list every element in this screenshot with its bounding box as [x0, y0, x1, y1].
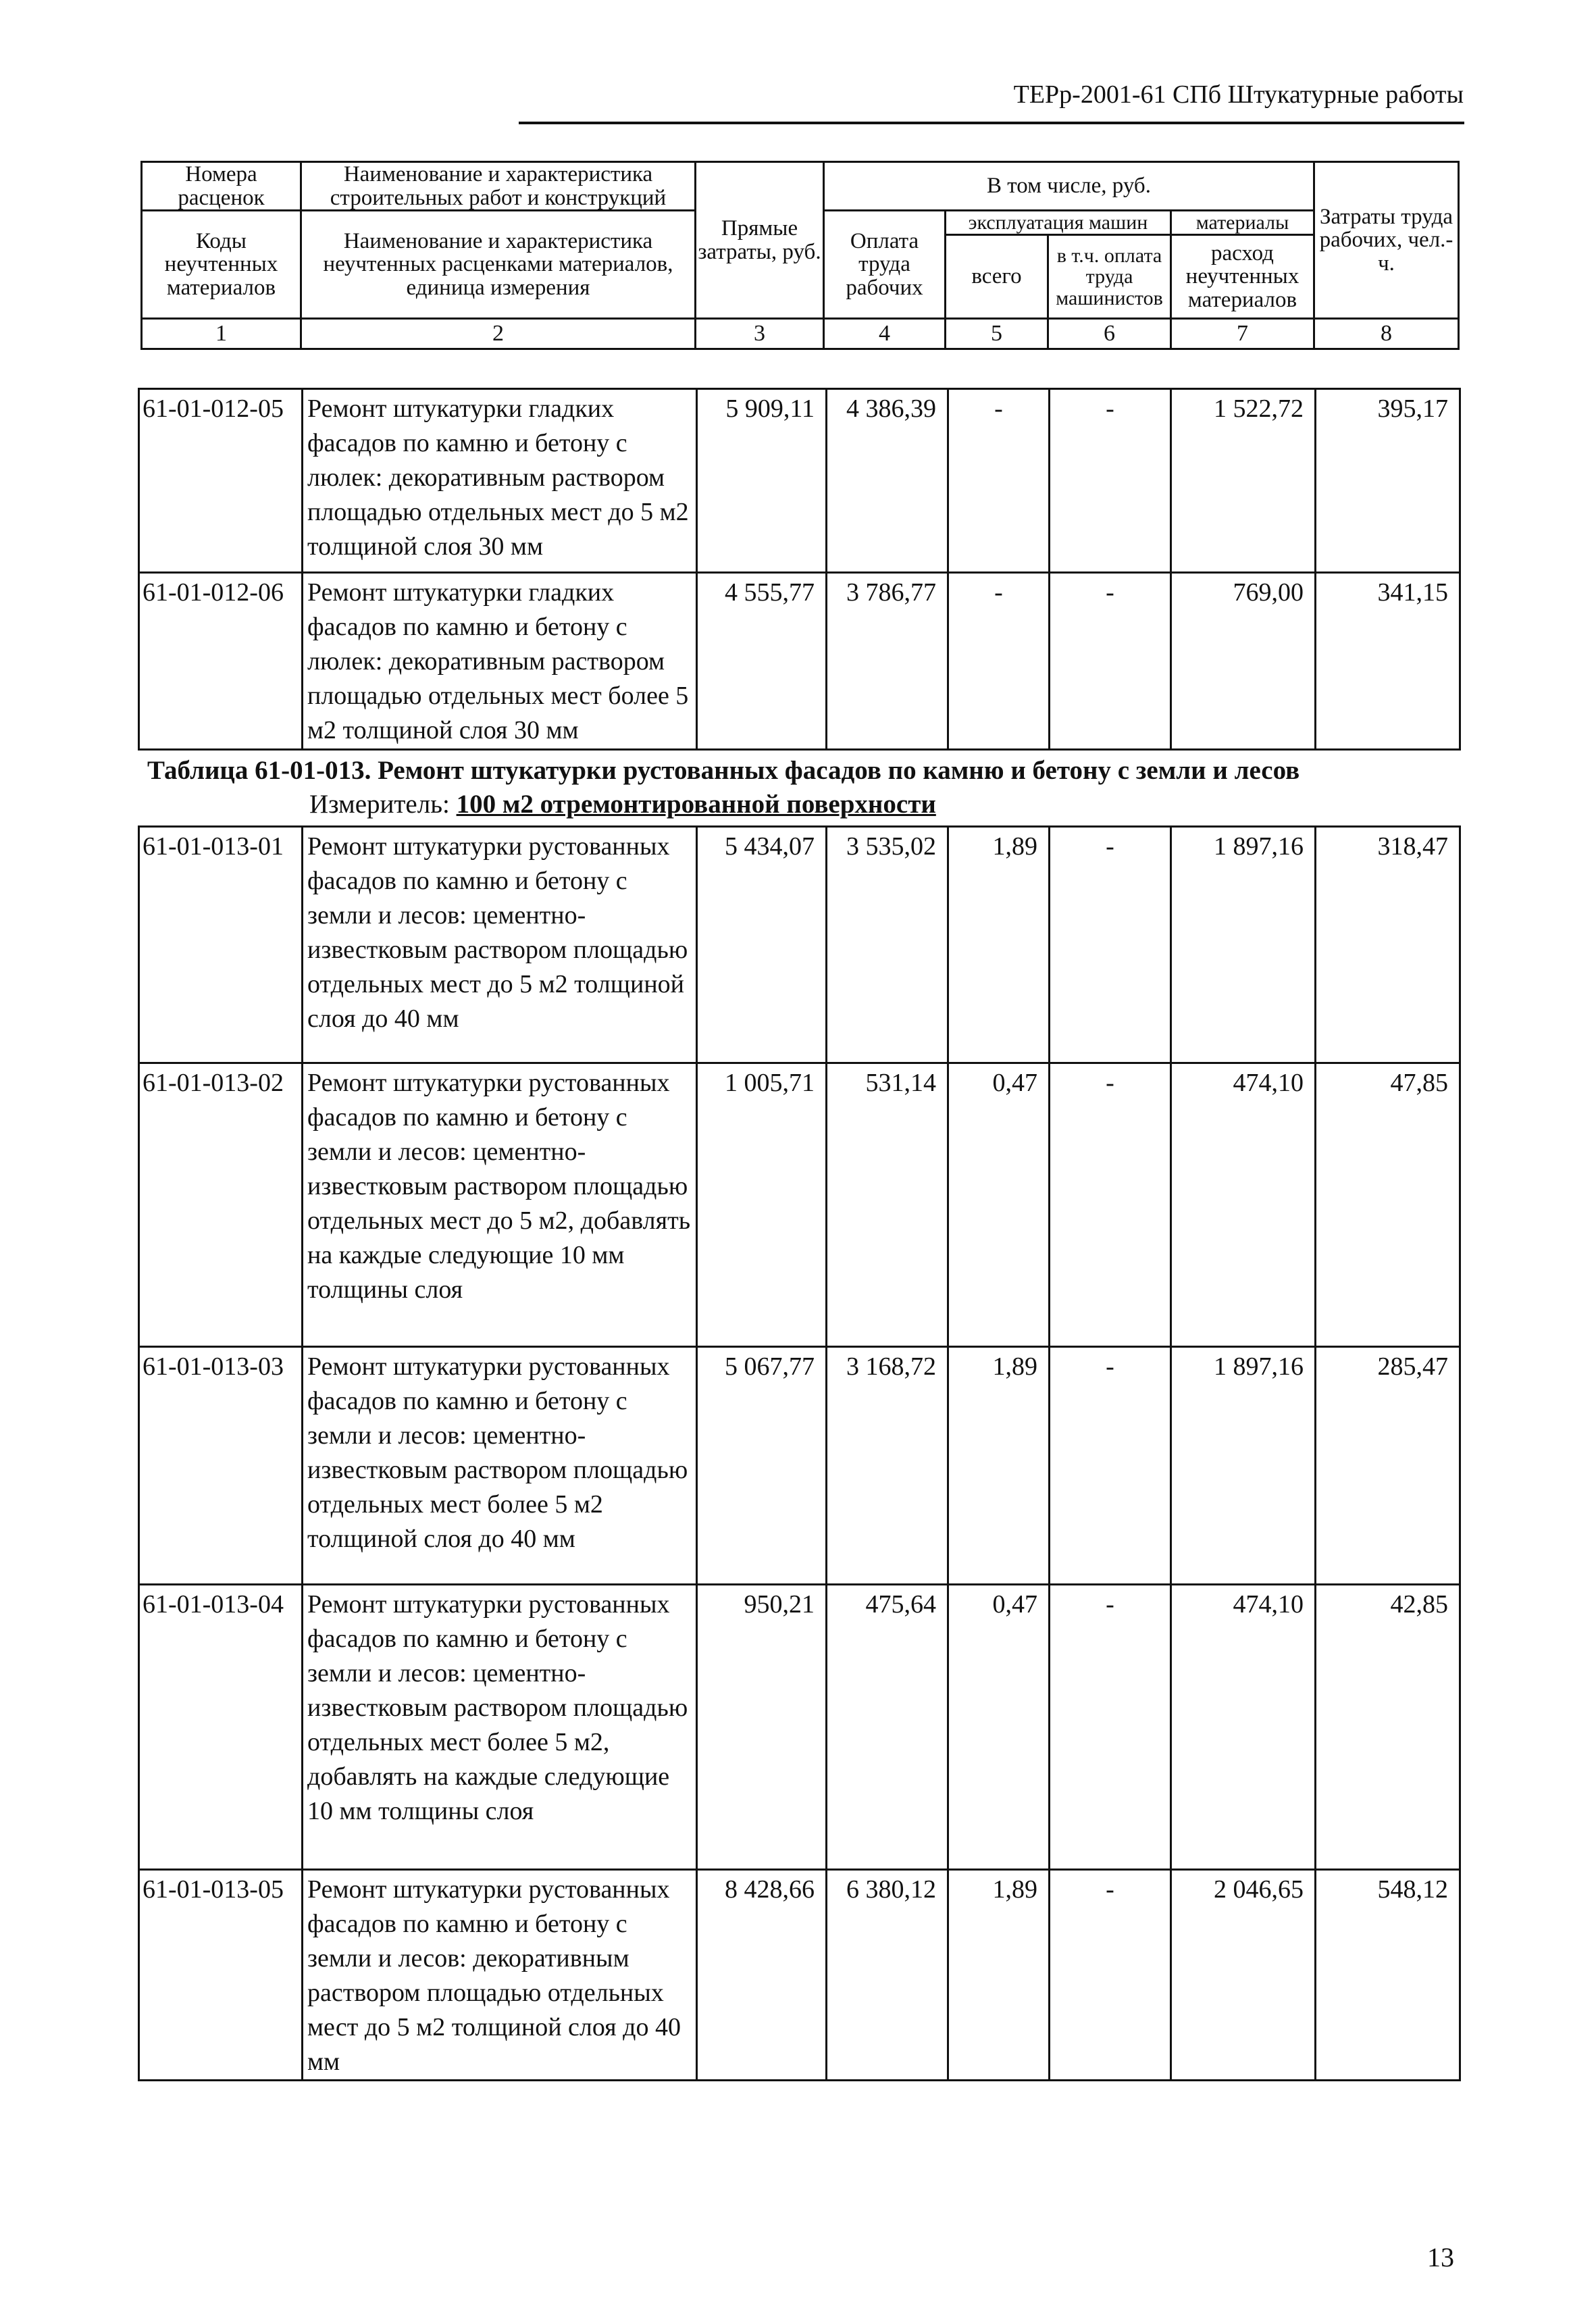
operator-pay: -: [1050, 389, 1171, 573]
direct-costs: 1 005,71: [697, 1063, 827, 1347]
col-material-name-header: Наименование и характеристика неучтенных расценками материалов, единица измерения: [301, 211, 696, 319]
materials-cost: 1 897,16: [1171, 827, 1316, 1063]
rate-name: Ремонт штукатурки рустованных фасадов по камню и бетону с земли и лесов: цементно-известковым раствором площадью отдельных мест до 5 м2, добавлять на каждые следующие 10 мм толщины слоя: [303, 1063, 697, 1347]
direct-costs: 8 428,66: [697, 1870, 827, 2081]
operator-pay: -: [1050, 573, 1171, 750]
labor-hours: 341,15: [1316, 573, 1460, 750]
running-header-title: ТЕРр-2001-61 СПб Штукатурные работы: [1013, 80, 1464, 109]
labor-pay: 475,64: [827, 1585, 948, 1870]
direct-costs: 5 434,07: [697, 827, 827, 1063]
col-operator-pay-header: в т.ч. оплата труда машинистов: [1048, 235, 1171, 319]
table-row: [139, 1063, 1460, 1347]
labor-hours: 47,85: [1316, 1063, 1460, 1347]
rate-name: Ремонт штукатурки гладких фасадов по камню и бетону с люлек: декоративным раствором площадью отдельных мест до 5 м2 толщиной слоя 30 мм: [303, 389, 697, 573]
rate-name: Ремонт штукатурки рустованных фасадов по камню и бетону с земли и лесов: цементно-известковым раствором площадью отдельных мест более 5 м2 толщиной слоя до 40 мм: [303, 1347, 697, 1585]
operator-pay: -: [1050, 827, 1171, 1063]
labor-hours: 395,17: [1316, 389, 1460, 573]
col-unaccounted-materials-header: расход неучтенных материалов: [1171, 235, 1314, 319]
rate-name: Ремонт штукатурки гладких фасадов по камню и бетону с люлек: декоративным раствором площадью отдельных мест более 5 м2 толщиной слоя 30 мм: [303, 573, 697, 750]
rate-name: Ремонт штукатурки рустованных фасадов по камню и бетону с земли и лесов: декоративным раствором площадью отдельных мест до 5 м2 толщиной слоя до 40 мм: [303, 1870, 697, 2081]
header-rule: [519, 122, 1464, 124]
table-row: [139, 1870, 1460, 2081]
col-number-8: 8: [1314, 319, 1459, 349]
materials-cost: 2 046,65: [1171, 1870, 1316, 2081]
machines-total: -: [948, 573, 1050, 750]
materials-cost: 474,10: [1171, 1063, 1316, 1347]
rates-table-61-01-013: [138, 825, 1461, 2081]
labor-pay: 3 168,72: [827, 1347, 948, 1585]
labor-pay: 531,14: [827, 1063, 948, 1347]
col-number-1: 1: [142, 319, 301, 349]
labor-hours: 42,85: [1316, 1585, 1460, 1870]
rate-code: 61-01-013-03: [139, 1347, 303, 1585]
col-number-6: 6: [1048, 319, 1171, 349]
labor-pay: 3 535,02: [827, 827, 948, 1063]
col-codes-header: Номера расценок: [142, 162, 301, 211]
table-row: [139, 1585, 1460, 1870]
col-group-header: В том числе, руб.: [824, 162, 1314, 211]
col-name-header: Наименование и характеристика строительных работ и конструкций: [301, 162, 696, 211]
rate-code: 61-01-012-05: [139, 389, 303, 573]
rate-code: 61-01-013-02: [139, 1063, 303, 1347]
column-header-table: [140, 161, 1460, 350]
col-material-codes-header: Коды неучтенных материалов: [142, 211, 301, 319]
col-machines-header: эксплуатация машин: [946, 211, 1171, 235]
measure-label: Измеритель:: [309, 790, 450, 819]
operator-pay: -: [1050, 1585, 1171, 1870]
rate-name: Ремонт штукатурки рустованных фасадов по камню и бетону с земли и лесов: цементно-известковым раствором площадью отдельных мест до 5 м2 толщиной слоя до 40 мм: [303, 827, 697, 1063]
materials-cost: 474,10: [1171, 1585, 1316, 1870]
operator-pay: -: [1050, 1347, 1171, 1585]
rate-code: 61-01-013-01: [139, 827, 303, 1063]
labor-hours: 318,47: [1316, 827, 1460, 1063]
table-row: [139, 389, 1460, 573]
rate-code: 61-01-012-06: [139, 573, 303, 750]
machines-total: 0,47: [948, 1063, 1050, 1347]
rate-code: 61-01-013-04: [139, 1585, 303, 1870]
table-row: [139, 827, 1460, 1063]
rate-name: Ремонт штукатурки рустованных фасадов по камню и бетону с земли и лесов: цементно-известковым раствором площадью отдельных мест более 5 м2, добавлять на каждые следующие 10 мм толщины слоя: [303, 1585, 697, 1870]
col-number-7: 7: [1171, 319, 1314, 349]
col-direct-costs-header: Прямые затраты, руб.: [696, 162, 824, 319]
col-number-5: 5: [946, 319, 1048, 349]
table-row: [139, 573, 1460, 750]
materials-cost: 1 897,16: [1171, 1347, 1316, 1585]
machines-total: 0,47: [948, 1585, 1050, 1870]
table-row: [139, 1347, 1460, 1585]
direct-costs: 4 555,77: [697, 573, 827, 750]
materials-cost: 1 522,72: [1171, 389, 1316, 573]
machines-total: 1,89: [948, 1870, 1050, 2081]
col-number-2: 2: [301, 319, 696, 349]
machines-total: 1,89: [948, 1347, 1050, 1585]
labor-pay: 6 380,12: [827, 1870, 948, 2081]
labor-hours: 285,47: [1316, 1347, 1460, 1585]
measure-line: [309, 789, 936, 819]
page-number: 13: [1427, 2242, 1454, 2272]
rates-table-61-01-012: [138, 388, 1461, 751]
labor-hours: 548,12: [1316, 1870, 1460, 2081]
operator-pay: -: [1050, 1870, 1171, 2081]
col-labor-pay-header: Оплата труда рабочих: [824, 211, 946, 319]
machines-total: 1,89: [948, 827, 1050, 1063]
direct-costs: 5 909,11: [697, 389, 827, 573]
labor-pay: 4 386,39: [827, 389, 948, 573]
labor-pay: 3 786,77: [827, 573, 948, 750]
col-machines-total-header: всего: [946, 235, 1048, 319]
operator-pay: -: [1050, 1063, 1171, 1347]
rate-code: 61-01-013-05: [139, 1870, 303, 2081]
col-number-4: 4: [824, 319, 946, 349]
direct-costs: 950,21: [697, 1585, 827, 1870]
measure-value: 100 м2 отремонтированной поверхности: [456, 790, 936, 819]
machines-total: -: [948, 389, 1050, 573]
direct-costs: 5 067,77: [697, 1347, 827, 1585]
materials-cost: 769,00: [1171, 573, 1316, 750]
col-labor-hours-header: Затраты труда рабочих, чел.-ч.: [1314, 162, 1459, 319]
table-caption: Таблица 61-01-013. Ремонт штукатурки рустованных фасадов по камню и бетону с земли и лесов: [147, 756, 1300, 785]
col-number-3: 3: [696, 319, 824, 349]
col-materials-group-header: материалы: [1171, 211, 1314, 235]
